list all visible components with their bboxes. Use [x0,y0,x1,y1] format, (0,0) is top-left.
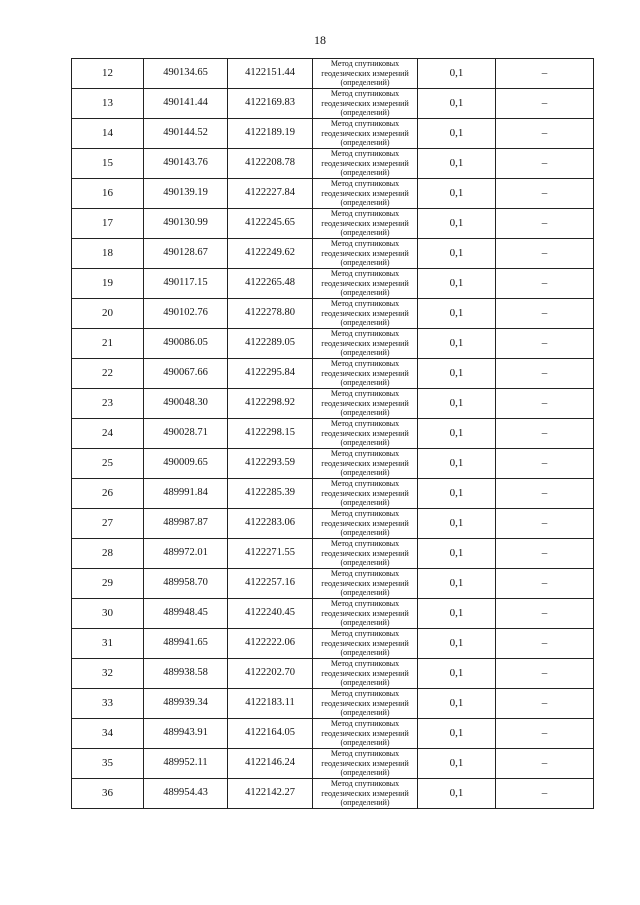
method-cell: Метод спутниковых геодезических измерений (определений) [313,509,418,539]
coordinate-x-cell: 489954.43 [144,779,228,809]
coordinate-y-cell: 4122222.06 [228,629,313,659]
accuracy-cell: 0,1 [418,149,496,179]
description-cell: – [496,539,594,569]
coordinate-x-cell: 489991.84 [144,479,228,509]
accuracy-cell: 0,1 [418,749,496,779]
table-row [72,719,594,749]
table-row [72,479,594,509]
accuracy-cell: 0,1 [418,659,496,689]
table-row [72,629,594,659]
accuracy-cell: 0,1 [418,569,496,599]
table-row [72,539,594,569]
table-row [72,269,594,299]
description-cell: – [496,479,594,509]
coordinate-x-cell: 490141.44 [144,89,228,119]
method-cell: Метод спутниковых геодезических измерений (определений) [313,419,418,449]
method-cell: Метод спутниковых геодезических измерений (определений) [313,179,418,209]
coordinate-x-cell: 489958.70 [144,569,228,599]
description-cell: – [496,329,594,359]
point-number-cell: 17 [72,209,144,239]
table-row [72,689,594,719]
table-row [72,749,594,779]
method-cell: Метод спутниковых геодезических измерений (определений) [313,89,418,119]
point-number-cell: 31 [72,629,144,659]
coordinate-y-cell: 4122189.19 [228,119,313,149]
coordinate-x-cell: 490134.65 [144,59,228,89]
accuracy-cell: 0,1 [418,599,496,629]
table-row [72,59,594,89]
description-cell: – [496,359,594,389]
point-number-cell: 19 [72,269,144,299]
description-cell: – [496,269,594,299]
coordinate-x-cell: 489972.01 [144,539,228,569]
table-row [72,569,594,599]
coordinate-x-cell: 490139.19 [144,179,228,209]
method-cell: Метод спутниковых геодезических измерений (определений) [313,59,418,89]
coordinate-y-cell: 4122295.84 [228,359,313,389]
method-cell: Метод спутниковых геодезических измерений (определений) [313,659,418,689]
method-cell: Метод спутниковых геодезических измерений (определений) [313,119,418,149]
coordinate-x-cell: 489939.34 [144,689,228,719]
coordinate-x-cell: 489948.45 [144,599,228,629]
description-cell: – [496,689,594,719]
coordinate-y-cell: 4122285.39 [228,479,313,509]
description-cell: – [496,749,594,779]
accuracy-cell: 0,1 [418,539,496,569]
method-cell: Метод спутниковых геодезических измерений (определений) [313,449,418,479]
point-number-cell: 15 [72,149,144,179]
coordinate-y-cell: 4122283.06 [228,509,313,539]
method-cell: Метод спутниковых геодезических измерений (определений) [313,629,418,659]
description-cell: – [496,89,594,119]
coordinate-x-cell: 489987.87 [144,509,228,539]
coordinates-table-body [72,59,594,809]
table-row [72,779,594,809]
method-cell: Метод спутниковых геодезических измерений (определений) [313,539,418,569]
accuracy-cell: 0,1 [418,779,496,809]
page-number: 18 [314,33,326,47]
coordinate-x-cell: 489941.65 [144,629,228,659]
table-row [72,179,594,209]
point-number-cell: 29 [72,569,144,599]
coordinate-y-cell: 4122240.45 [228,599,313,629]
coordinate-y-cell: 4122245.65 [228,209,313,239]
accuracy-cell: 0,1 [418,509,496,539]
method-cell: Метод спутниковых геодезических измерений (определений) [313,479,418,509]
point-number-cell: 23 [72,389,144,419]
table-row [72,359,594,389]
description-cell: – [496,449,594,479]
coordinate-x-cell: 490130.99 [144,209,228,239]
method-cell: Метод спутниковых геодезических измерений (определений) [313,299,418,329]
coordinate-y-cell: 4122257.16 [228,569,313,599]
point-number-cell: 22 [72,359,144,389]
method-cell: Метод спутниковых геодезических измерений (определений) [313,209,418,239]
coordinate-y-cell: 4122146.24 [228,749,313,779]
table-row [72,509,594,539]
accuracy-cell: 0,1 [418,449,496,479]
description-cell: – [496,389,594,419]
table-row [72,299,594,329]
accuracy-cell: 0,1 [418,389,496,419]
coordinate-y-cell: 4122164.05 [228,719,313,749]
coordinate-y-cell: 4122208.78 [228,149,313,179]
table-row [72,599,594,629]
coordinate-y-cell: 4122142.27 [228,779,313,809]
method-cell: Метод спутниковых геодезических измерений (определений) [313,719,418,749]
coordinate-y-cell: 4122278.80 [228,299,313,329]
table-row [72,149,594,179]
coordinate-y-cell: 4122265.48 [228,269,313,299]
point-number-cell: 13 [72,89,144,119]
description-cell: – [496,779,594,809]
coordinate-x-cell: 490128.67 [144,239,228,269]
coordinate-y-cell: 4122289.05 [228,329,313,359]
coordinate-x-cell: 490086.05 [144,329,228,359]
point-number-cell: 12 [72,59,144,89]
coordinate-y-cell: 4122202.70 [228,659,313,689]
accuracy-cell: 0,1 [418,719,496,749]
coordinate-y-cell: 4122183.11 [228,689,313,719]
method-cell: Метод спутниковых геодезических измерений (определений) [313,749,418,779]
point-number-cell: 35 [72,749,144,779]
description-cell: – [496,119,594,149]
accuracy-cell: 0,1 [418,329,496,359]
method-cell: Метод спутниковых геодезических измерений (определений) [313,269,418,299]
coordinate-x-cell: 490117.15 [144,269,228,299]
method-cell: Метод спутниковых геодезических измерений (определений) [313,149,418,179]
point-number-cell: 18 [72,239,144,269]
point-number-cell: 32 [72,659,144,689]
coordinate-y-cell: 4122227.84 [228,179,313,209]
point-number-cell: 28 [72,539,144,569]
point-number-cell: 30 [72,599,144,629]
accuracy-cell: 0,1 [418,179,496,209]
accuracy-cell: 0,1 [418,239,496,269]
table-row [72,419,594,449]
table-row [72,239,594,269]
description-cell: – [496,419,594,449]
description-cell: – [496,719,594,749]
point-number-cell: 25 [72,449,144,479]
method-cell: Метод спутниковых геодезических измерений (определений) [313,359,418,389]
description-cell: – [496,149,594,179]
coordinate-x-cell: 490144.52 [144,119,228,149]
coordinate-y-cell: 4122271.55 [228,539,313,569]
accuracy-cell: 0,1 [418,299,496,329]
table-row [72,119,594,149]
accuracy-cell: 0,1 [418,269,496,299]
method-cell: Метод спутниковых геодезических измерений (определений) [313,239,418,269]
point-number-cell: 21 [72,329,144,359]
description-cell: – [496,569,594,599]
description-cell: – [496,59,594,89]
coordinate-x-cell: 490048.30 [144,389,228,419]
coordinate-y-cell: 4122249.62 [228,239,313,269]
method-cell: Метод спутниковых геодезических измерений (определений) [313,389,418,419]
method-cell: Метод спутниковых геодезических измерений (определений) [313,569,418,599]
coordinate-y-cell: 4122169.83 [228,89,313,119]
description-cell: – [496,629,594,659]
coordinate-x-cell: 490028.71 [144,419,228,449]
coordinate-y-cell: 4122151.44 [228,59,313,89]
coordinate-y-cell: 4122293.59 [228,449,313,479]
description-cell: – [496,299,594,329]
point-number-cell: 16 [72,179,144,209]
coordinate-x-cell: 489952.11 [144,749,228,779]
table-row [72,89,594,119]
point-number-cell: 24 [72,419,144,449]
accuracy-cell: 0,1 [418,209,496,239]
coordinate-x-cell: 490102.76 [144,299,228,329]
point-number-cell: 14 [72,119,144,149]
coordinate-y-cell: 4122298.92 [228,389,313,419]
coordinates-table [71,58,594,809]
method-cell: Метод спутниковых геодезических измерений (определений) [313,599,418,629]
coordinate-x-cell: 490143.76 [144,149,228,179]
table-row [72,659,594,689]
method-cell: Метод спутниковых геодезических измерений (определений) [313,689,418,719]
description-cell: – [496,179,594,209]
accuracy-cell: 0,1 [418,59,496,89]
table-row [72,329,594,359]
description-cell: – [496,209,594,239]
point-number-cell: 20 [72,299,144,329]
coordinate-x-cell: 489943.91 [144,719,228,749]
method-cell: Метод спутниковых геодезических измерений (определений) [313,779,418,809]
point-number-cell: 34 [72,719,144,749]
coordinate-x-cell: 489938.58 [144,659,228,689]
point-number-cell: 33 [72,689,144,719]
accuracy-cell: 0,1 [418,479,496,509]
description-cell: – [496,659,594,689]
coordinate-x-cell: 490009.65 [144,449,228,479]
description-cell: – [496,509,594,539]
accuracy-cell: 0,1 [418,89,496,119]
table-row [72,389,594,419]
point-number-cell: 26 [72,479,144,509]
accuracy-cell: 0,1 [418,119,496,149]
table-row [72,209,594,239]
description-cell: – [496,599,594,629]
accuracy-cell: 0,1 [418,419,496,449]
accuracy-cell: 0,1 [418,359,496,389]
point-number-cell: 27 [72,509,144,539]
coordinate-x-cell: 490067.66 [144,359,228,389]
coordinate-y-cell: 4122298.15 [228,419,313,449]
table-row [72,449,594,479]
method-cell: Метод спутниковых геодезических измерений (определений) [313,329,418,359]
accuracy-cell: 0,1 [418,689,496,719]
description-cell: – [496,239,594,269]
point-number-cell: 36 [72,779,144,809]
accuracy-cell: 0,1 [418,629,496,659]
